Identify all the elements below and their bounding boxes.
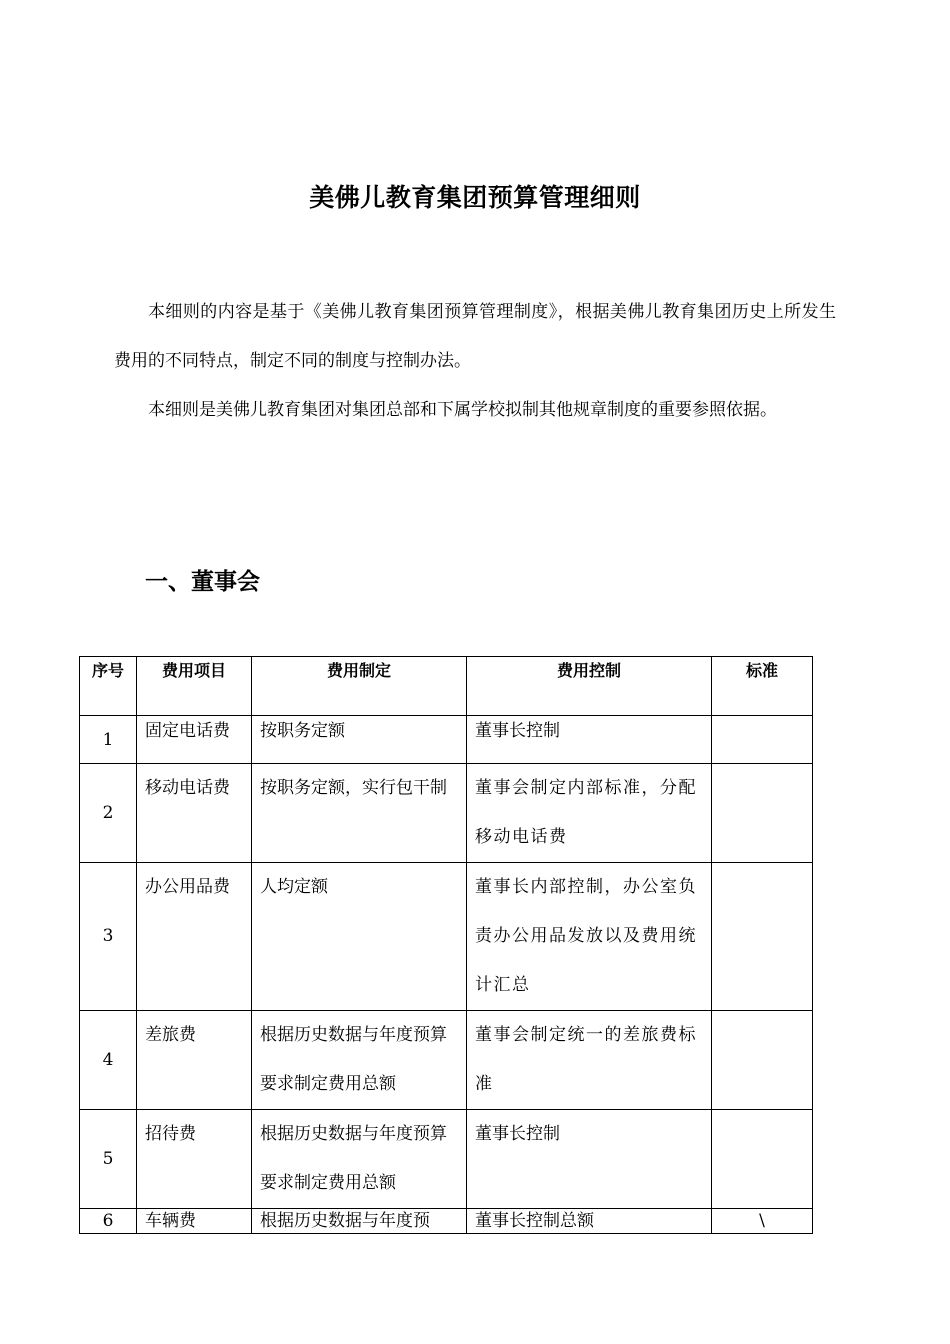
row-seq: 4: [80, 1011, 137, 1110]
row-control: 董事长控制: [467, 716, 712, 764]
header-setting: 费用制定: [252, 657, 467, 716]
row-control: 董事会制定统一的差旅费标准: [467, 1011, 712, 1110]
table-row: [80, 764, 813, 863]
header-control: 费用控制: [467, 657, 712, 716]
row-item: 办公用品费: [137, 863, 252, 1011]
intro-paragraph-2: 本细则是美佛儿教育集团对集团总部和下属学校拟制其他规章制度的重要参照依据。: [148, 400, 777, 420]
document-title: 美佛儿教育集团预算管理细则: [309, 183, 641, 212]
row-item: 车辆费: [137, 1209, 252, 1234]
row-control: 董事长控制: [467, 1110, 712, 1209]
fee-table: [79, 656, 813, 1234]
table-row: [80, 1209, 813, 1234]
row-standard: [712, 716, 813, 764]
header-item: 费用项目: [137, 657, 252, 716]
section-heading-board: 一、董事会: [145, 569, 260, 595]
table-row: [80, 863, 813, 1011]
row-seq: 1: [80, 716, 137, 764]
row-seq: 2: [80, 764, 137, 863]
row-control: 董事会制定内部标准，分配移动电话费: [467, 764, 712, 863]
row-seq: 6: [80, 1209, 137, 1234]
row-item: 招待费: [137, 1110, 252, 1209]
row-standard: [712, 1110, 813, 1209]
row-setting: 根据历史数据与年度预算要求制定费用总额: [252, 1110, 467, 1209]
row-seq: 5: [80, 1110, 137, 1209]
table-row: [80, 1011, 813, 1110]
intro-section: [114, 288, 836, 435]
row-seq: 3: [80, 863, 137, 1011]
table-row: [80, 716, 813, 764]
row-standard: [712, 863, 813, 1011]
row-item: 差旅费: [137, 1011, 252, 1110]
intro-paragraph-1: 本细则的内容是基于《美佛儿教育集团预算管理制度》，根据美佛儿教育集团历史上所发生费用的不同特点，制定不同的制度与控制办法。: [114, 302, 836, 371]
row-setting: 人均定额: [252, 863, 467, 1011]
row-setting: 根据历史数据与年度预: [252, 1209, 467, 1234]
row-setting: 按职务定额，实行包干制: [252, 764, 467, 863]
row-standard: [712, 764, 813, 863]
table-row: [80, 1110, 813, 1209]
row-standard: \: [712, 1209, 813, 1234]
header-seq: 序号: [80, 657, 137, 716]
row-setting: 根据历史数据与年度预算要求制定费用总额: [252, 1011, 467, 1110]
header-standard: 标准: [712, 657, 813, 716]
row-setting: 按职务定额: [252, 716, 467, 764]
row-item: 固定电话费: [137, 716, 252, 764]
table-header-row: [80, 657, 813, 716]
row-standard: [712, 1011, 813, 1110]
row-item: 移动电话费: [137, 764, 252, 863]
row-control: 董事长内部控制，办公室负责办公用品发放以及费用统计汇总: [467, 863, 712, 1011]
row-control: 董事长控制总额: [467, 1209, 712, 1234]
